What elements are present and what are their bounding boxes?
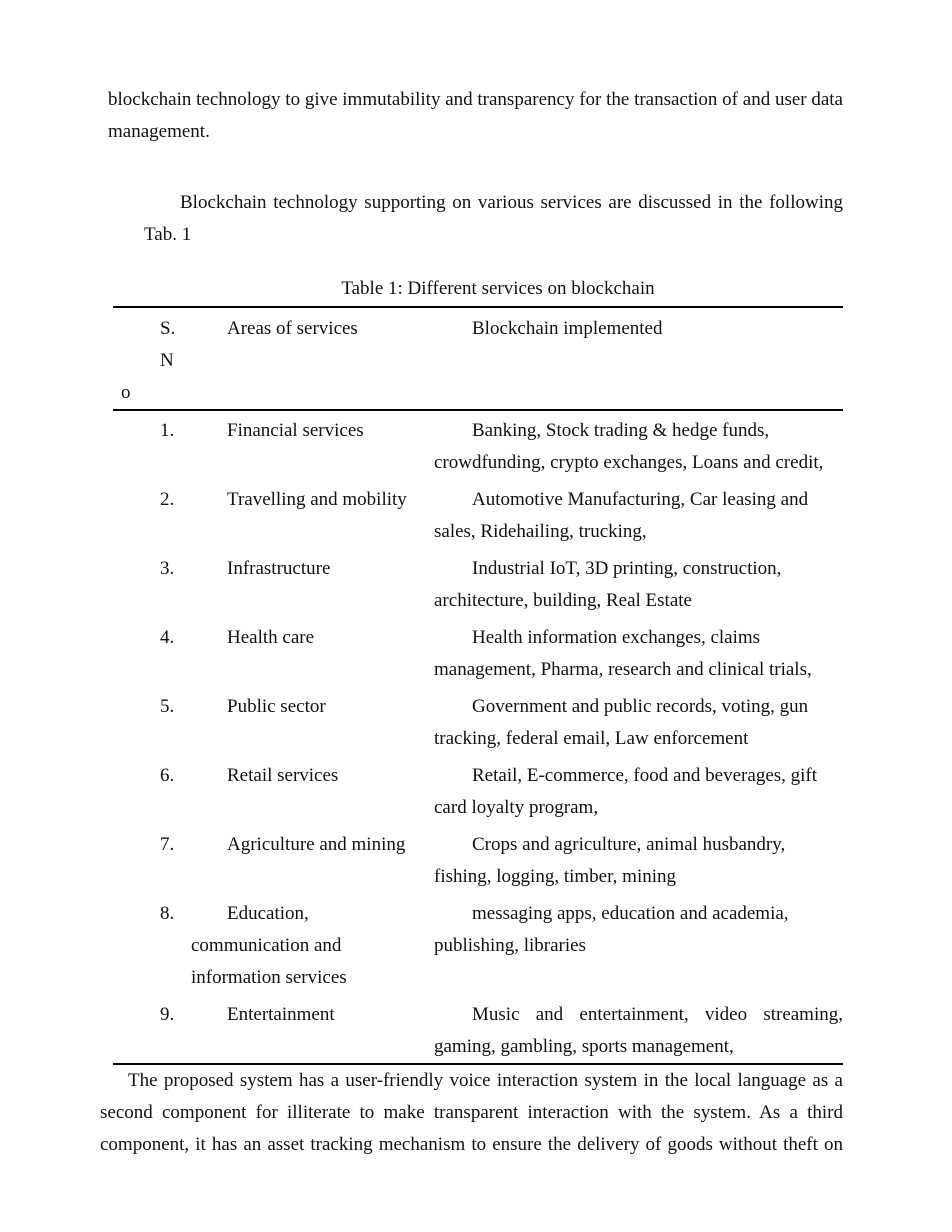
row-area: Infrastructure: [227, 558, 331, 579]
row-area: Agriculture and mining: [227, 834, 406, 855]
paragraph-line: Blockchain technology supporting on various services are discussed in the following: [180, 192, 843, 213]
table-row: [113, 829, 843, 893]
row-number: 2.: [160, 489, 175, 510]
header-sno-line: S.: [160, 318, 176, 339]
paragraph-line: The proposed system has a user-friendly voice interaction system in the local language as a: [128, 1070, 843, 1091]
row-area: Retail services: [227, 765, 339, 786]
header-areas: Areas of services: [227, 318, 358, 339]
row-number: 5.: [160, 696, 175, 717]
row-implemented: messaging apps, education and academia, publishing, libraries: [434, 903, 789, 956]
table-reference: Tab. 1: [144, 224, 192, 245]
table-row: [113, 484, 843, 548]
intro-paragraph: [108, 84, 843, 148]
table-body: [113, 411, 843, 1063]
row-implemented: Crops and agriculture, animal husbandry, fishing, logging, timber, mining: [434, 834, 786, 887]
header-sno-line: o: [121, 382, 131, 403]
paragraph-line: blockchain technology to give immutability and transparency for the transaction of and user data: [108, 89, 843, 110]
table-row: [113, 760, 843, 824]
paragraph-line: component, it has an asset tracking mechanism to ensure the delivery of goods without theft on: [100, 1134, 843, 1155]
table-row: [113, 691, 843, 755]
row-number: 3.: [160, 558, 175, 579]
row-area: Travelling and mobility: [227, 489, 407, 510]
paragraph-line: management.: [108, 121, 210, 142]
table-header-row: [113, 308, 843, 409]
row-area: Financial services: [227, 420, 364, 441]
row-implemented: Automotive Manufacturing, Car leasing and sales, Ridehailing, trucking,: [434, 489, 809, 542]
row-number: 9.: [160, 1004, 175, 1025]
row-area: Public sector: [227, 696, 326, 717]
table-row: [113, 415, 843, 479]
services-table: [113, 306, 843, 1065]
table-leadin-paragraph: [144, 187, 843, 251]
row-implemented: Retail, E-commerce, food and beverages, gift card loyalty program,: [434, 765, 818, 818]
row-number: 4.: [160, 627, 175, 648]
row-implemented: Government and public records, voting, gun tracking, federal email, Law enforcement: [434, 696, 809, 749]
paragraph-line: second component for illiterate to make transparent interaction with the system. As a third: [100, 1102, 843, 1123]
table-caption: Table 1: Different services on blockchain: [341, 278, 655, 299]
row-number: 7.: [160, 834, 175, 855]
row-implemented: Banking, Stock trading & hedge funds, crowdfunding, crypto exchanges, Loans and credit,: [434, 420, 824, 473]
table-row: [113, 553, 843, 617]
row-implemented: Music and entertainment, video streaming, gaming, gambling, sports management,: [434, 1004, 843, 1057]
row-area: Education, communication and information services: [191, 903, 347, 988]
closing-paragraph: [100, 1065, 843, 1161]
row-number: 1.: [160, 420, 175, 441]
table-row: [113, 999, 843, 1063]
row-implemented: Health information exchanges, claims management, Pharma, research and clinical trials,: [434, 627, 812, 680]
row-number: 6.: [160, 765, 175, 786]
row-area: Health care: [227, 627, 315, 648]
header-sno-line: N: [160, 350, 174, 371]
table-row: [113, 898, 843, 994]
row-implemented: Industrial IoT, 3D printing, construction, architecture, building, Real Estate: [434, 558, 782, 611]
row-area: Entertainment: [227, 1004, 335, 1025]
header-sno: [113, 313, 191, 409]
header-implemented: Blockchain implemented: [472, 318, 663, 339]
row-number: 8.: [160, 903, 175, 924]
table-row: [113, 622, 843, 686]
